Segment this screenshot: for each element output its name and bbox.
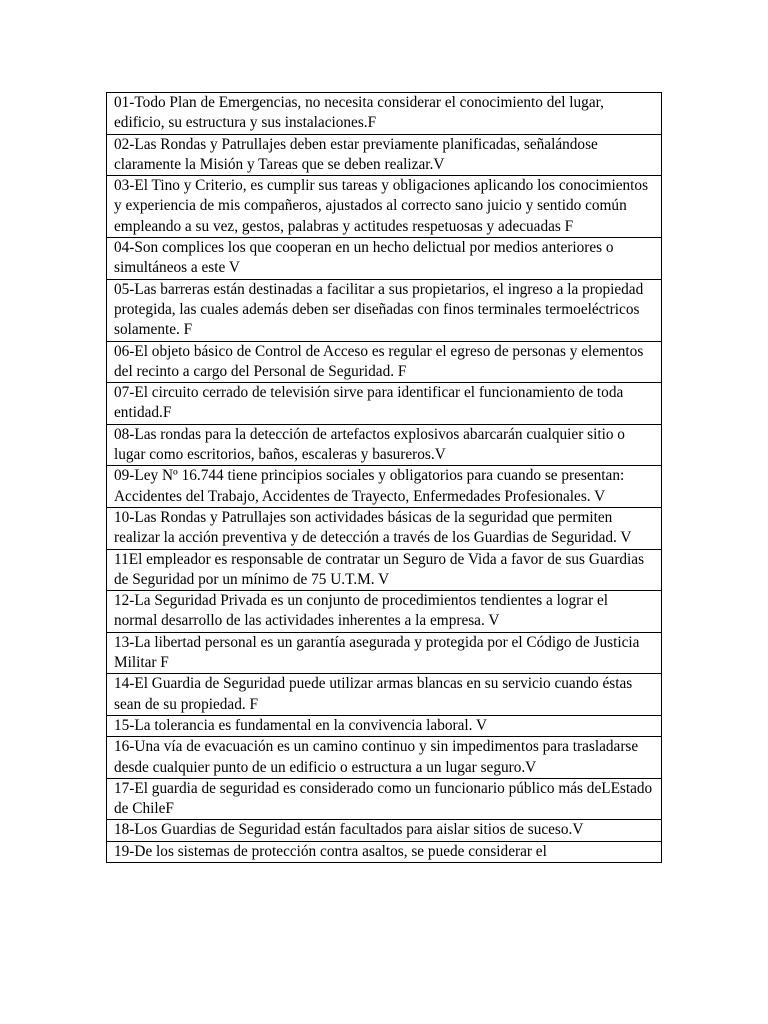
table-row — [107, 674, 662, 716]
table-row — [107, 424, 662, 466]
table-row — [107, 737, 662, 779]
statement-cell: 04-Son complices los que cooperan en un hecho delictual por medios anteriores o simultáneos a este V — [107, 238, 662, 280]
statement-cell: 06-El objeto básico de Control de Acceso es regular el egreso de personas y elementos del recinto a cargo del Personal de Seguridad. F — [107, 341, 662, 383]
table-row — [107, 134, 662, 176]
statement-cell: 03-El Tino y Criterio, es cumplir sus tareas y obligaciones aplicando los conocimientos y experiencia de mis compañeros, ajustados al correcto sano juicio y sentido común empleando a su vez, gestos, palabras y actitudes respetuosas y adecuadas F — [107, 176, 662, 238]
table-row — [107, 632, 662, 674]
table-row — [107, 820, 662, 841]
table-row — [107, 549, 662, 591]
statement-cell: 13-La libertad personal es un garantía asegurada y protegida por el Código de Justicia Militar F — [107, 632, 662, 674]
statement-cell: 15-La tolerancia es fundamental en la convivencia laboral. V — [107, 715, 662, 736]
table-row — [107, 279, 662, 341]
table-row — [107, 507, 662, 549]
table-row — [107, 715, 662, 736]
table-row — [107, 778, 662, 820]
statement-cell: 18-Los Guardias de Seguridad están facultados para aislar sitios de suceso.V — [107, 820, 662, 841]
statement-cell: 16-Una vía de evacuación es un camino continuo y sin impedimentos para trasladarse desde cualquier punto de un edificio o estructura a un lugar seguro.V — [107, 737, 662, 779]
table-row — [107, 466, 662, 508]
statement-cell: 11El empleador es responsable de contratar un Seguro de Vida a favor de sus Guardias de Seguridad por un mínimo de 75 U.T.M. V — [107, 549, 662, 591]
statement-cell: 14-El Guardia de Seguridad puede utilizar armas blancas en su servicio cuando éstas sean de su propiedad. F — [107, 674, 662, 716]
statement-cell: 09-Ley Nº 16.744 tiene principios sociales y obligatorios para cuando se presentan: Accidentes del Trabajo, Accidentes de Trayecto, Enfermedades Profesionales. V — [107, 466, 662, 508]
table-row — [107, 383, 662, 425]
statement-cell: 01-Todo Plan de Emergencias, no necesita considerar el conocimiento del lugar, edificio, su estructura y sus instalaciones.F — [107, 93, 662, 135]
table-row — [107, 341, 662, 383]
statement-cell: 07-El circuito cerrado de televisión sirve para identificar el funcionamiento de toda entidad.F — [107, 383, 662, 425]
statement-cell: 19-De los sistemas de protección contra asaltos, se puede considerar el — [107, 841, 662, 862]
statement-cell: 02-Las Rondas y Patrullajes deben estar previamente planificadas, señalándose claramente la Misión y Tareas que se deben realizar.V — [107, 134, 662, 176]
table-row — [107, 93, 662, 135]
table-row — [107, 238, 662, 280]
statement-cell: 10-Las Rondas y Patrullajes son actividades básicas de la seguridad que permiten realizar la acción preventiva y de detección a través de los Guardias de Seguridad. V — [107, 507, 662, 549]
statement-cell: 08-Las rondas para la detección de artefactos explosivos abarcarán cualquier sitio o lugar como escritorios, baños, escaleras y basureros.V — [107, 424, 662, 466]
statement-cell: 12-La Seguridad Privada es un conjunto de procedimientos tendientes a lograr el normal desarrollo de las actividades inherentes a la empresa. V — [107, 591, 662, 633]
table-row — [107, 176, 662, 238]
table-row — [107, 841, 662, 862]
statement-cell: 05-Las barreras están destinadas a facilitar a sus propietarios, el ingreso a la propiedad protegida, las cuales además deben ser diseñadas con finos terminales termoeléctricos solamente. F — [107, 279, 662, 341]
table-row — [107, 591, 662, 633]
statements-table — [106, 92, 662, 863]
statement-cell: 17-El guardia de seguridad es considerado como un funcionario público más deLEstado de ChileF — [107, 778, 662, 820]
